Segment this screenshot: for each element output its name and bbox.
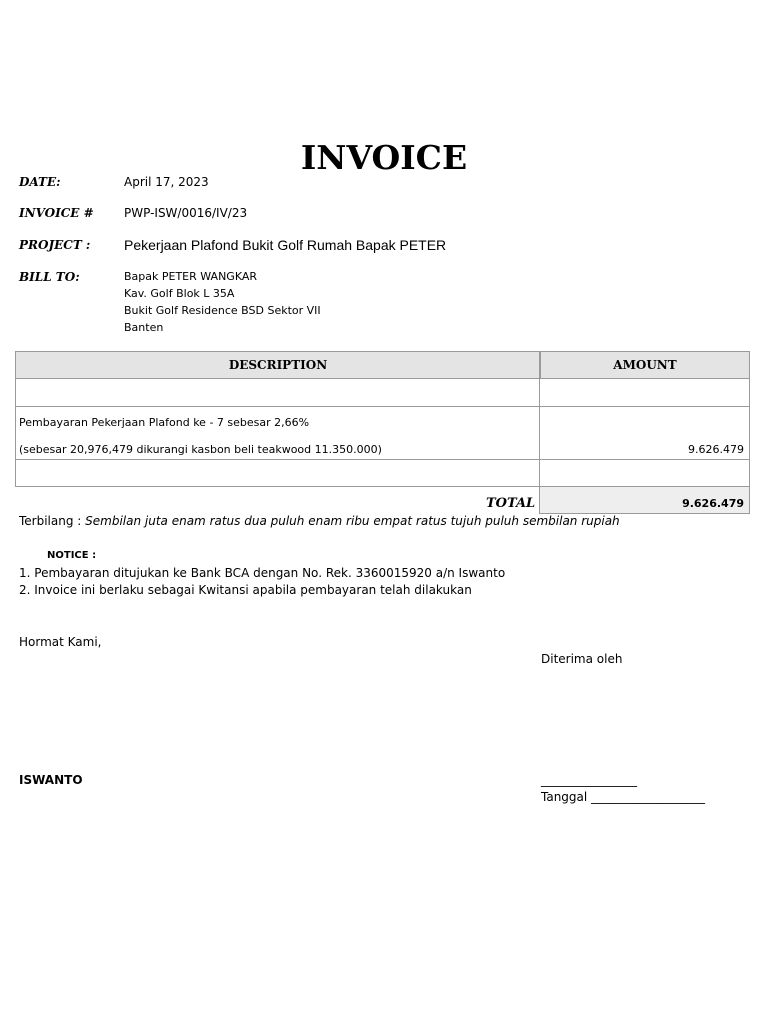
date-value: April 17, 2023 — [124, 175, 209, 189]
bill-to-address — [124, 268, 321, 336]
notice-item: 1. Pembayaran ditujukan ke Bank BCA dengan No. Rek. 3360015920 a/n Iswanto — [19, 566, 506, 580]
bill-to-line: Bukit Golf Residence BSD Sektor VII — [124, 304, 321, 317]
receiver-signature-line: ________________ — [541, 773, 637, 787]
table-row-amount: 9.626.479 — [688, 443, 744, 456]
invoice-table — [15, 351, 750, 487]
invoice-number-value: PWP-ISW/0016/IV/23 — [124, 206, 248, 220]
bill-to-label: BILL TO: — [19, 270, 80, 284]
column-divider — [539, 352, 540, 486]
date-label: DATE: — [19, 175, 61, 189]
notice-heading: NOTICE : — [47, 550, 97, 561]
total-label: TOTAL — [486, 496, 536, 511]
terbilang — [19, 514, 620, 528]
table-row-description: (sebesar 20,976,479 dikurangi kasbon beli teakwood 11.350.000) — [19, 443, 382, 456]
invoice-number-label: INVOICE # — [19, 206, 94, 220]
bill-to-line: Banten — [124, 321, 164, 334]
terbilang-text: Sembilan juta enam ratus dua puluh enam ribu empat ratus tujuh puluh sembilan rupiah — [85, 514, 620, 528]
amount-header: AMOUNT — [540, 352, 749, 379]
terbilang-label: Terbilang : — [19, 514, 82, 528]
received-by-label: Diterima oleh — [541, 652, 623, 666]
closing-text: Hormat Kami, — [19, 635, 102, 649]
bill-to-line: Bapak PETER WANGKAR — [124, 270, 258, 283]
project-value: Pekerjaan Plafond Bukit Golf Rumah Bapak PETER — [124, 237, 447, 253]
signer-name: ISWANTO — [19, 773, 83, 787]
bill-to-line: Kav. Golf Blok L 35A — [124, 287, 235, 300]
row-divider — [16, 406, 749, 407]
project-label: PROJECT : — [19, 238, 91, 252]
description-header: DESCRIPTION — [16, 352, 540, 379]
invoice-title: INVOICE — [300, 138, 468, 177]
receipt-date-line: Tanggal ___________________ — [541, 790, 706, 804]
notice-item: 2. Invoice ini berlaku sebagai Kwitansi apabila pembayaran telah dilakukan — [19, 583, 472, 597]
total-value: 9.626.479 — [682, 497, 744, 510]
table-row-description: Pembayaran Pekerjaan Plafond ke - 7 sebesar 2,66% — [19, 416, 310, 429]
row-divider — [16, 459, 749, 460]
